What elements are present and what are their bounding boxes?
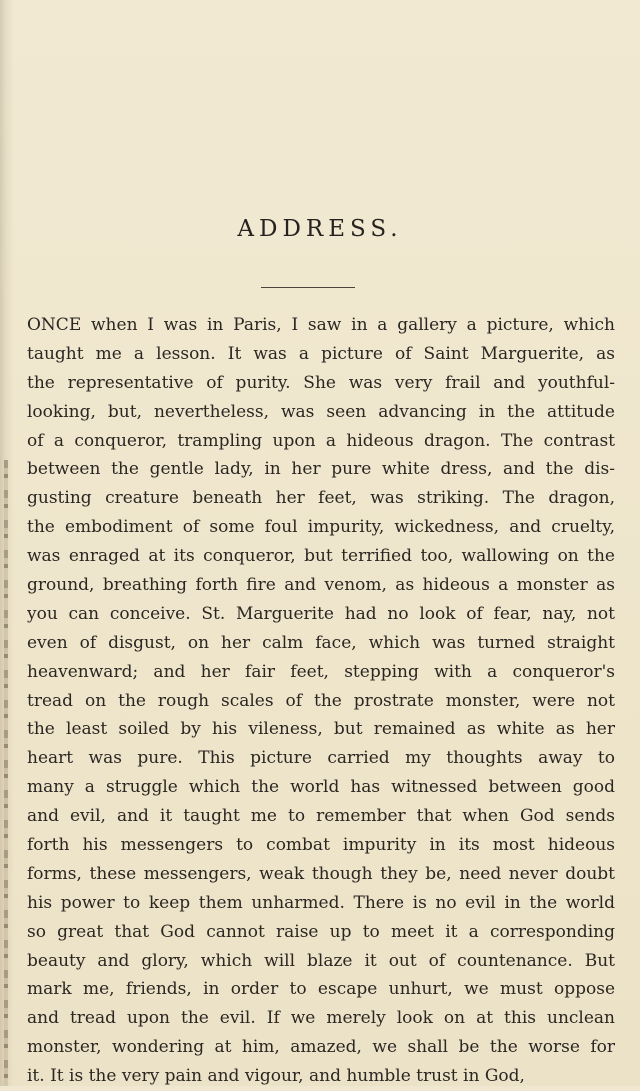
text-line: tread on the rough scales of the prostrate monster, were not xyxy=(27,690,615,711)
text-line: heavenward; and her fair feet, stepping with a conqueror's xyxy=(27,661,615,682)
text-line: taught me a lesson. It was a picture of Saint Marguerite, as xyxy=(27,343,615,364)
text-line: was enraged at its conqueror, but terrified too, wallowing on the xyxy=(27,546,615,567)
text-line: forms, these messengers, weak though they be, need never doubt xyxy=(27,863,615,884)
text-line: the representative of purity. She was very frail and youthful- xyxy=(27,372,615,393)
text-line: beauty and glory, which will blaze it out of countenance. But xyxy=(27,950,615,971)
body-paragraph xyxy=(27,311,615,1091)
text-line: between the gentle lady, in her pure white dress, and the dis- xyxy=(27,459,615,480)
text-line: and evil, and it taught me to remember that when God sends xyxy=(27,806,615,827)
text-line: mark me, friends, in order to escape unhurt, we must oppose xyxy=(27,979,615,1000)
binding-edge xyxy=(4,460,8,1086)
page-title: ADDRESS. xyxy=(237,216,403,242)
text-line: the embodiment of some foul impurity, wickedness, and cruelty, xyxy=(27,517,615,538)
text-line: you can conceive. St. Marguerite had no look of fear, nay, not xyxy=(27,603,615,624)
text-line: his power to keep them unharmed. There is no evil in the world xyxy=(27,892,615,913)
text-line: heart was pure. This picture carried my thoughts away to xyxy=(27,748,615,769)
text-line: so great that God cannot raise up to meet it a corresponding xyxy=(27,921,615,942)
text-line: it. It is the very pain and vigour, and humble trust in God, xyxy=(27,1066,525,1087)
text-line: and tread upon the evil. If we merely look on at this unclean xyxy=(27,1008,615,1029)
text-line: ONCE when I was in Paris, I saw in a gallery a picture, which xyxy=(27,315,615,335)
text-line: even of disgust, on her calm face, which was turned straight xyxy=(27,632,615,653)
text-line: looking, but, nevertheless, was seen advancing in the attitude xyxy=(27,401,615,422)
text-line: forth his messengers to combat impurity in its most hideous xyxy=(27,835,615,856)
text-line: monster, wondering at him, amazed, we shall be the worse for xyxy=(27,1037,615,1058)
text-line: gusting creature beneath her feet, was striking. The dragon, xyxy=(27,488,615,509)
title-divider xyxy=(261,287,355,288)
text-line: the least soiled by his vileness, but remained as white as her xyxy=(27,719,615,740)
text-line: of a conqueror, trampling upon a hideous dragon. The contrast xyxy=(27,430,615,451)
text-line: ground, breathing forth fire and venom, as hideous a monster as xyxy=(27,575,615,596)
text-line: many a struggle which the world has witnessed between good xyxy=(27,777,615,798)
